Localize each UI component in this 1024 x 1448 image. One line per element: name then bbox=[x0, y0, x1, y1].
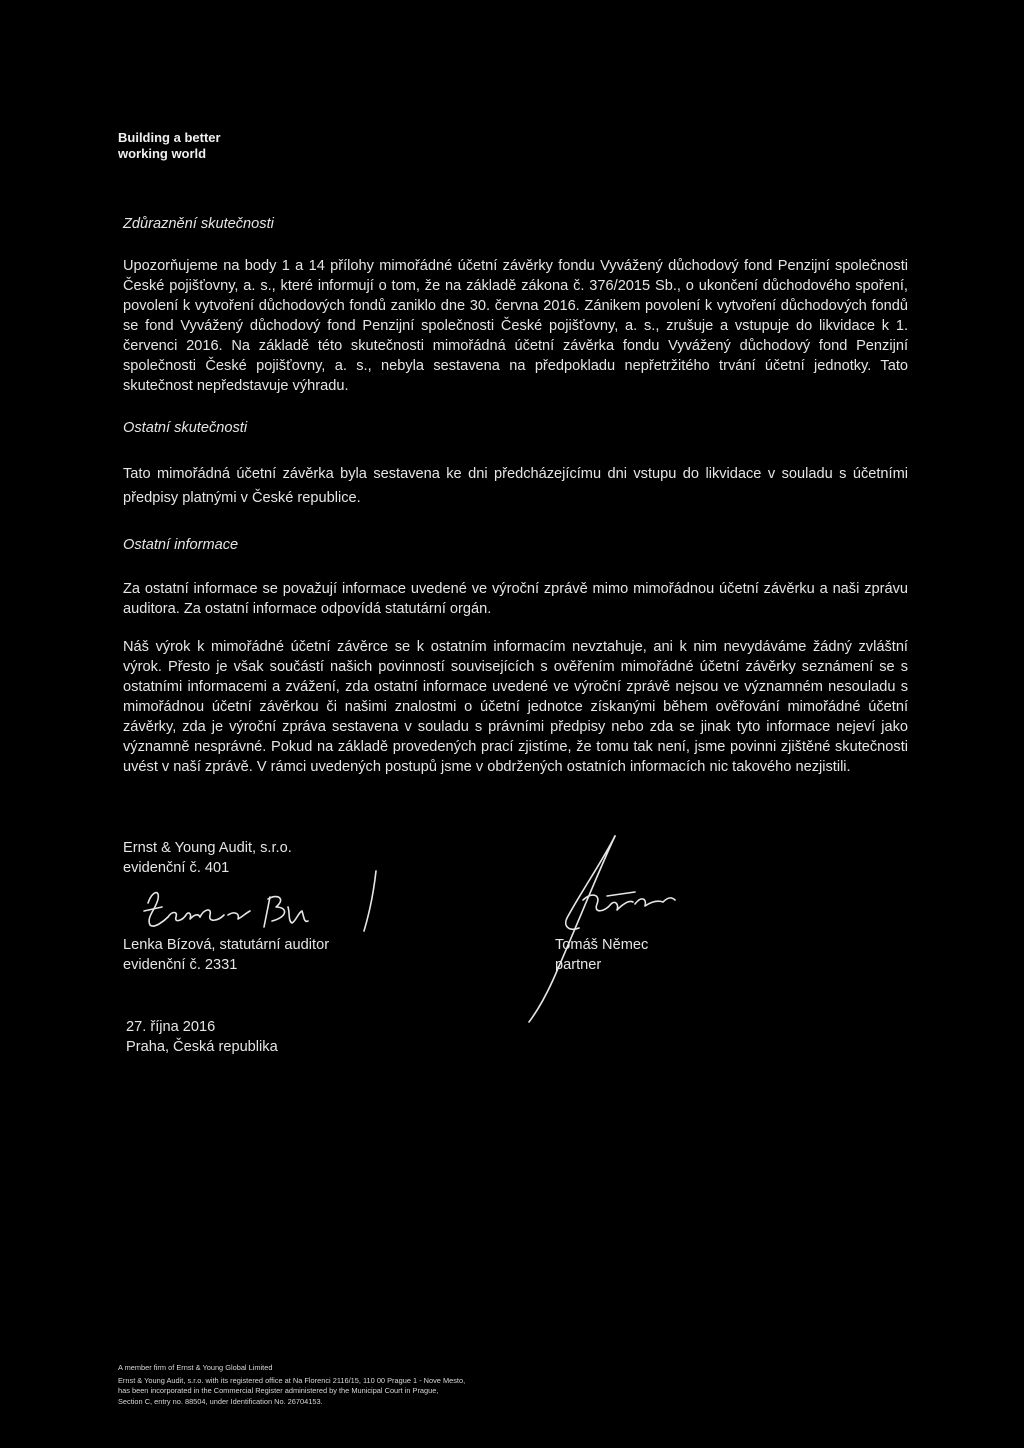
partner-signature bbox=[495, 830, 695, 1025]
report-date: 27. října 2016 bbox=[126, 1019, 216, 1035]
report-body bbox=[123, 214, 908, 777]
firm-registration: evidenční č. 401 bbox=[123, 860, 230, 876]
tagline-line-1: Building a better bbox=[118, 130, 221, 145]
firm-name: Ernst & Young Audit, s.r.o. bbox=[123, 840, 292, 856]
other-info-paragraph-1: Za ostatní informace se považují informace uvedené ve výroční zprávě mimo mimořádnou účetní závěrku a naši zprávu auditora. Za ostatní informace odpovídá statutární orgán. bbox=[123, 581, 908, 617]
firm-block bbox=[123, 838, 292, 878]
emphasis-paragraph: Upozorňujeme na body 1 a 14 přílohy mimořádné účetní závěrky fondu Vyvážený důchodový fond Penzijní společnosti České pojišťovny, a. s., které informují o tom, že na základě zákona č. 376/2015 Sb., o ukončení důchodového spoření, povolení k vytvoření důchodových fondů zaniklo dne 30. června 2016. Zánikem povolení k vytvoření důchodových fondů se fond Vyvážený důchodový fond Penzijní společnosti České pojišťovny, a. s., zrušuje a vstupuje do likvidace k 1. červenci 2016. Na základě této skutečnosti mimořádná účetní závěrka fondu Vyvážený důchodový fond Penzijní společnosti České pojišťovny, a. s., nebyla sestavena na předpokladu nepřetržitého trvání účetní jednotky. Tato skutečnost nepředstavuje výhradu. bbox=[123, 258, 908, 394]
other-info-paragraph-2: Náš výrok k mimořádné účetní závěrce se k ostatním informacím nevztahuje, ani k nim nevydáváme žádný zvláštní výrok. Přesto je však součástí našich povinností souvisejících s ověřením mimořádné účetní závěrky seznámení se s ostatními informacemi a zvážení, zda ostatní informace uvedené ve výroční zprávě nejsou ve významném nesouladu s mimořádnou účetní závěrkou či našimi znalostmi o účetní jednotce získanými během ověřování mimořádné účetní závěrky, zda je výroční zpráva sestavena v souladu s právními předpisy nebo zda se jinak tyto informace nejeví jako významně nesprávné. Pokud na základě provedených prací zjistíme, že tomu tak není, jsme povinni zjištěné skutečnosti uvést v naší zprávě. V rámci uvedených postupů jsme v obdržených ostatních informacích nic takového nezjistili. bbox=[123, 639, 908, 775]
other-info-heading: Ostatní informace bbox=[123, 537, 239, 553]
date-place-block bbox=[126, 1017, 278, 1057]
footer-line-4: Section C, entry no. 88504, under Identification No. 26704153. bbox=[118, 1396, 323, 1406]
footer bbox=[118, 1363, 465, 1407]
auditor-registration: evidenční č. 2331 bbox=[123, 957, 238, 973]
report-place: Praha, Česká republika bbox=[126, 1039, 278, 1055]
partner-name: Tomáš Němec bbox=[555, 937, 649, 953]
partner-block bbox=[555, 935, 648, 975]
auditor-block bbox=[123, 935, 329, 975]
emphasis-heading: Zdůraznění skutečnosti bbox=[123, 216, 274, 232]
other-facts-heading: Ostatní skutečnosti bbox=[123, 420, 248, 436]
footer-member-line: A member firm of Ernst & Young Global Limited bbox=[118, 1363, 273, 1372]
tagline-line-2: working world bbox=[118, 146, 207, 161]
auditor-name: Lenka Bízová, statutární auditor bbox=[123, 937, 330, 953]
other-facts-paragraph: Tato mimořádná účetní závěrka byla sestavena ke dni předcházejícímu dni vstupu do likvidace v souladu s účetními předpisy platnými v České republice. bbox=[123, 466, 908, 506]
partner-role: partner bbox=[555, 957, 602, 973]
footer-line-2: Ernst & Young Audit, s.r.o. with its registered office at Na Florenci 2116/15, 110 00 Prague 1 - Nove Mesto, bbox=[118, 1375, 466, 1385]
footer-line-3: has been incorporated in the Commercial Register administered by the Municipal Court in Prague, bbox=[118, 1386, 439, 1395]
tagline bbox=[118, 130, 221, 162]
